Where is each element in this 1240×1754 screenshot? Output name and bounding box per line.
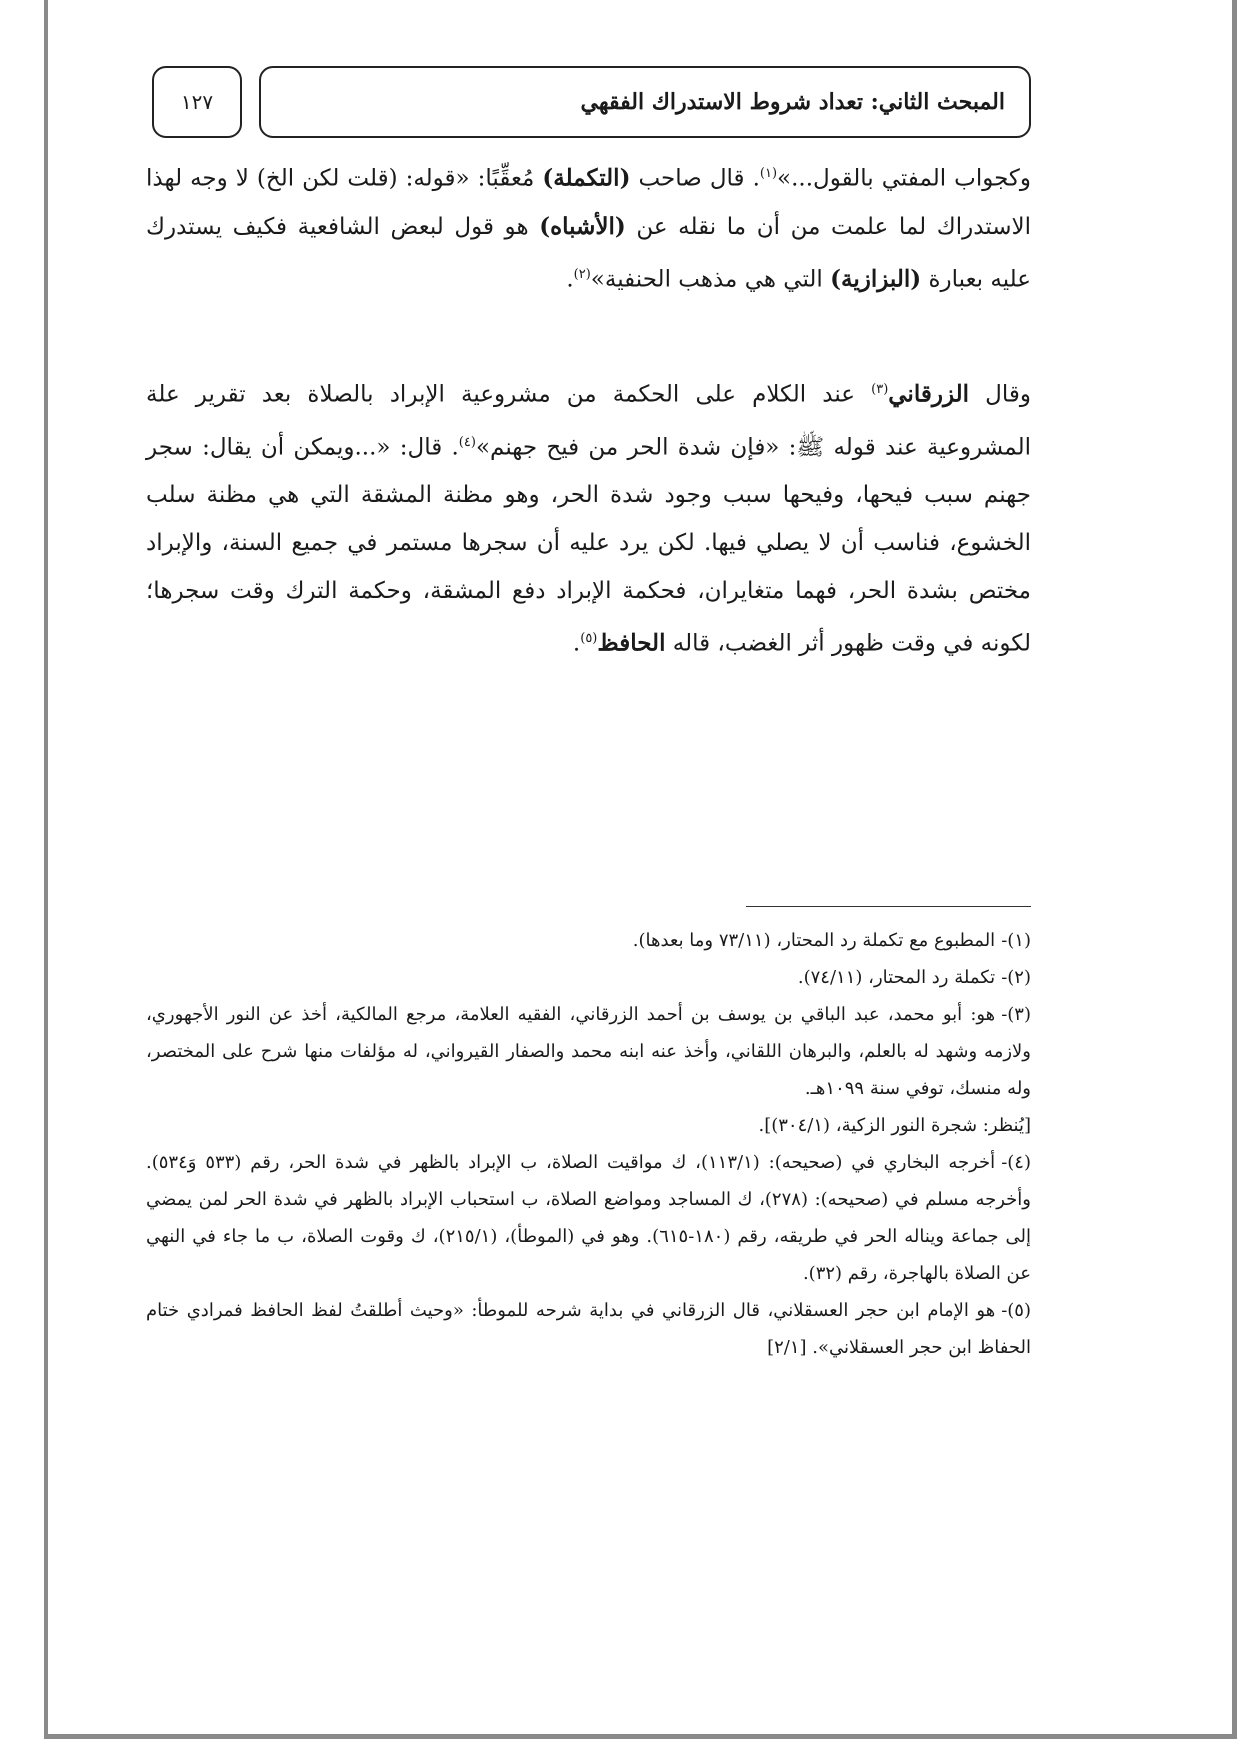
p2-text-2: عند الكلام على الحكمة من مشروعية الإبراد بالصلاة بعد تقرير علة المشروعية عند قوله ﷺ: «فإن شدة الحر من فيح جهنم» bbox=[146, 381, 1031, 461]
footnote-source: [يُنظر: شجرة النور الزكية، (٣٠٤/١)]. bbox=[758, 1115, 1031, 1136]
footnote-number: (٥)- bbox=[1001, 1300, 1031, 1321]
p1-text-3: مُعقِّبًا: «قوله: (قلت لكن الخ) لا وجه لهذا الاستدراك لما علمت من أن ما نقله عن bbox=[146, 165, 1031, 240]
footnote-4 bbox=[146, 1144, 1031, 1292]
page-number bbox=[152, 66, 242, 138]
footnote-ref-4: (٤) bbox=[458, 434, 476, 450]
footnote-ref-1: (١) bbox=[759, 166, 778, 181]
footnote-1 bbox=[146, 922, 1031, 959]
p2-text-4: . bbox=[572, 630, 581, 657]
footnote-3 bbox=[146, 996, 1031, 1107]
p1-bold-ashbah: (الأشباه) bbox=[539, 212, 626, 240]
footnote-3-source bbox=[146, 1107, 1031, 1144]
p1-text-6: . bbox=[566, 266, 574, 293]
footnote-separator bbox=[746, 906, 1031, 907]
footnote-ref-3: (٣) bbox=[871, 382, 889, 397]
footnote-2 bbox=[146, 959, 1031, 996]
footnote-text: هو: أبو محمد، عبد الباقي بن يوسف بن أحمد الزرقاني، الفقيه العلامة، مرجع المالكية، أخذ عن النور الأجهوري، ولازمه وشهد له بالعلم، والبرهان اللقاني، وأخذ عنه ابنه محمد والصفار القيرواني، له مؤلفات منها شرح على المختصر، وله منسك، توفي سنة ١٠٩٩هـ. bbox=[146, 1004, 1031, 1099]
page-frame-bottom bbox=[44, 1734, 1237, 1739]
footnote-text: تكملة رد المحتار، (٧٤/١١). bbox=[797, 967, 996, 988]
footnote-number: (٣)- bbox=[1001, 1004, 1031, 1025]
footnotes bbox=[146, 922, 1031, 1366]
paragraph-1 bbox=[146, 150, 1031, 303]
footnote-text: هو الإمام ابن حجر العسقلاني، قال الزرقاني في بداية شرحه للموطأ: «وحيث أطلقتُ لفظ الحافظ فمرادي ختام الحفاظ ابن حجر العسقلاني». [٢/١] bbox=[146, 1300, 1031, 1358]
footnote-ref-2: (٢) bbox=[573, 266, 591, 282]
p2-bold-zurqani: الزرقاني bbox=[888, 380, 970, 408]
page-frame-right bbox=[1232, 0, 1237, 1738]
p1-text-5: التي هي مذهب الحنفية» bbox=[590, 266, 831, 293]
p2-bold-hafiz: الحافظ bbox=[597, 629, 666, 657]
p1-text-2: . قال صاحب bbox=[630, 165, 760, 192]
footnote-number: (٤)- bbox=[1001, 1152, 1031, 1173]
footnote-5 bbox=[146, 1292, 1031, 1366]
footnote-number: (١)- bbox=[1001, 930, 1031, 951]
paragraph-2 bbox=[146, 366, 1031, 668]
footnote-text: المطبوع مع تكملة رد المحتار، (٧٣/١١ وما بعدها). bbox=[632, 930, 996, 951]
p1-bold-takmila: (التكملة) bbox=[542, 164, 631, 192]
chapter-title: المبحث الثاني: تعداد شروط الاستدراك الفقهي bbox=[580, 89, 1005, 115]
page-frame-left bbox=[44, 0, 48, 1738]
p1-text-1: وكجواب المفتي بالقول...» bbox=[777, 165, 1031, 192]
footnote-number: (٢)- bbox=[1001, 967, 1031, 988]
footnote-ref-5: (٥) bbox=[580, 631, 598, 647]
p2-text-1: وقال bbox=[969, 381, 1031, 408]
page-number-text: ١٢٧ bbox=[180, 90, 214, 114]
chapter-header bbox=[259, 66, 1031, 138]
footnote-text: أخرجه البخاري في (صحيحه): (١١٣/١)، ك مواقيت الصلاة، ب الإبراد بالظهر في شدة الحر، رقم (٥٣٣ وَ٥٣٤). وأخرجه مسلم في (صحيحه): (٢٧٨)، ك المساجد ومواضع الصلاة، ب استحباب الإبراد بالظهر في شدة الحر لمن يمضي إلى جماعة ويناله الحر في طريقه، رقم (١٨٠-٦١٥). وهو في (الموطأ)، (٢١٥/١)، ك وقوت الصلاة، ب ما جاء في النهي عن الصلاة بالهاجرة، رقم (٣٢). bbox=[146, 1152, 1032, 1284]
p1-bold-bazzaziya: (البزازية) bbox=[830, 265, 922, 293]
p1-text-4: هو قول لبعض الشافعية فكيف يستدرك عليه بعبارة bbox=[146, 213, 1031, 293]
p2-text-3: . قال: «...ويمكن أن يقال: سجر جهنم سبب فيحها، وفيحها سبب وجود شدة الحر، وهو مظنة المشقة التي هي مظنة سلب الخشوع، فناسب أن لا يصلي فيها. لكن يرد عليه أن سجرها مستمر في جميع السنة، والإبراد مختص بشدة الحر، فهما متغايران، فحكمة الإبراد دفع المشقة، وحكمة الترك وقت سجرها؛ لكونه في وقت ظهور أثر الغضب، قاله bbox=[146, 434, 1031, 657]
